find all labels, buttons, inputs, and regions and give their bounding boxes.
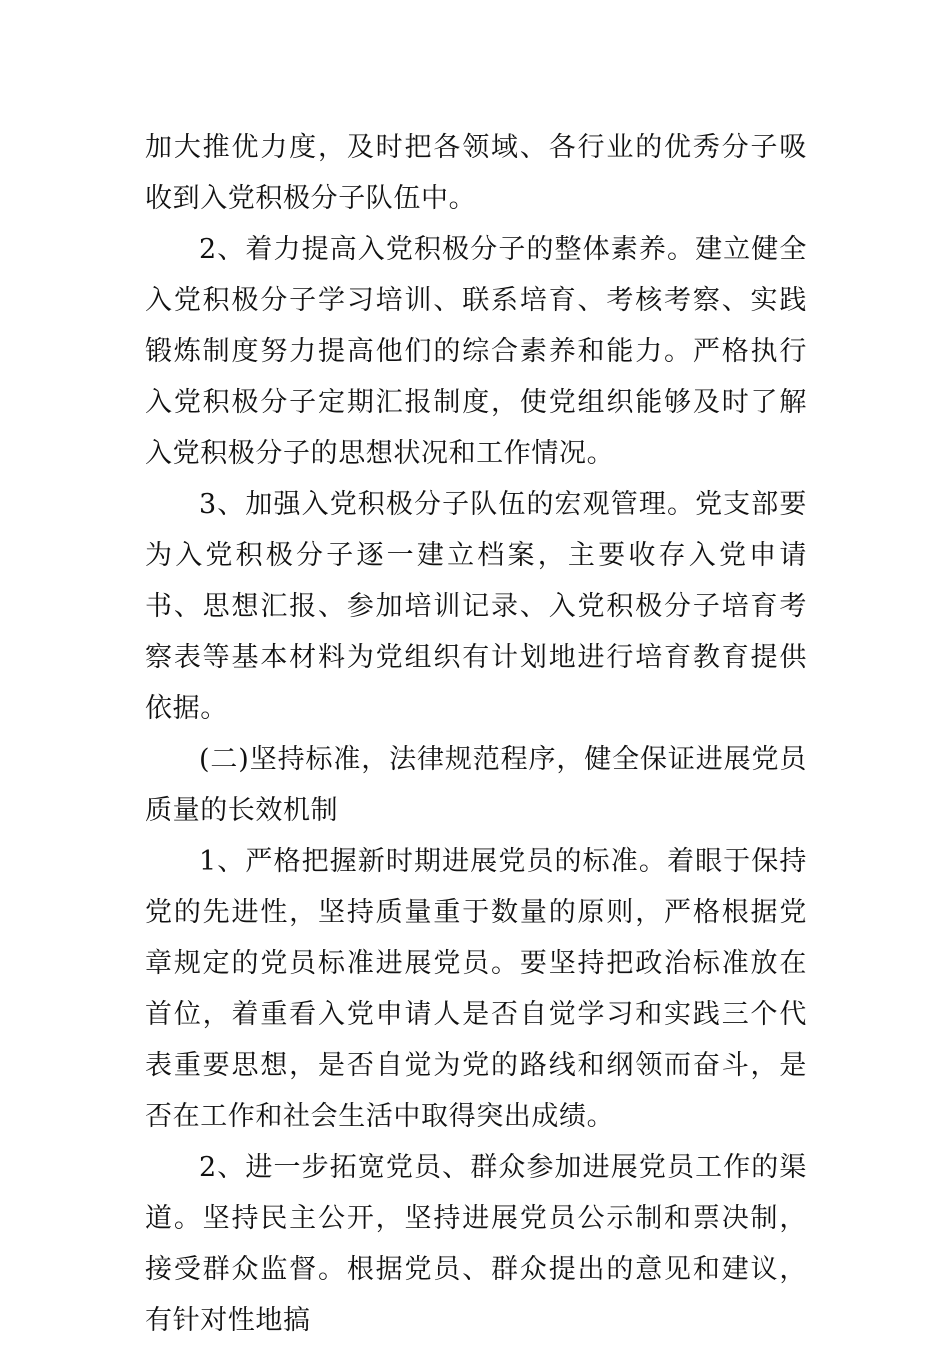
- paragraph-1: 加大推优力度，及时把各领域、各行业的优秀分子吸收到入党积极分子队伍中。: [145, 132, 807, 214]
- paragraph-2: 2、着力提高入党积极分子的整体素养。建立健全入党积极分子学习培训、联系培育、考核考察、实践锻炼制度努力提高他们的综合素养和能力。严格执行入党积极分子定期汇报制度，使党组织能够及时了解入党积极分子的思想状况和工作情况。: [145, 234, 807, 469]
- paragraph-5: 2、进一步拓宽党员、群众参加进展党员工作的渠道。坚持民主公开，坚持进展党员公示制和票决制，接受群众监督。根据党员、群众提出的意见和建议，有针对性地搞: [145, 1152, 807, 1336]
- section-heading: (二)坚持标准，法律规范程序，健全保证进展党员质量的长效机制: [145, 744, 807, 826]
- paragraph-3: 3、加强入党积极分子队伍的宏观管理。党支部要为入党积极分子逐一建立档案，主要收存入党申请书、思想汇报、参加培训记录、入党积极分子培育考察表等基本材料为党组织有计划地进行培育教育提供依据。: [145, 489, 807, 724]
- document-body: [145, 122, 807, 1346]
- paragraph-4: 1、严格把握新时期进展党员的标准。着眼于保持党的先进性，坚持质量重于数量的原则，严格根据党章规定的党员标准进展党员。要坚持把政治标准放在首位，着重看入党申请人是否自觉学习和实践三个代表重要思想，是否自觉为党的路线和纲领而奋斗，是否在工作和社会生活中取得突出成绩。: [145, 846, 807, 1132]
